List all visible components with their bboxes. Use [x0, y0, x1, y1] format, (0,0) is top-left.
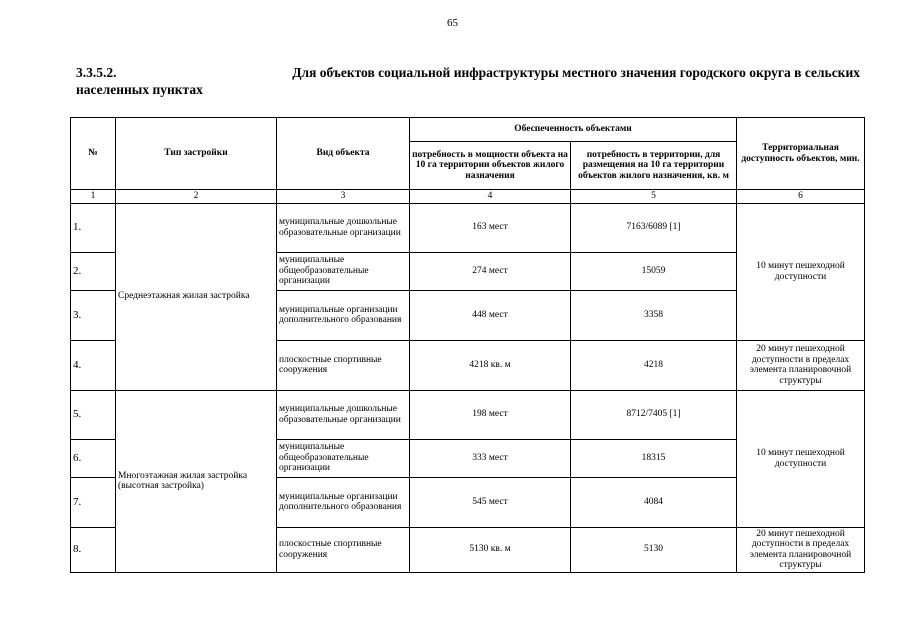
table-row [71, 203, 865, 252]
column-index: 4 [410, 190, 571, 204]
capacity-cell: 198 мест [410, 390, 571, 439]
header-provision: Обеспеченность объектами [410, 118, 737, 142]
territory-cell: 4084 [571, 477, 737, 527]
row-number: 2. [71, 252, 116, 290]
territory-cell: 3358 [571, 290, 737, 340]
section-number: 3.3.5.2. [76, 65, 117, 80]
capacity-cell: 333 мест [410, 439, 571, 477]
row-number: 8. [71, 527, 116, 572]
territory-cell: 7163/6089 [1] [571, 203, 737, 252]
object-type-cell: плоскостные спортивные сооружения [277, 527, 410, 572]
page-number: 65 [447, 17, 458, 29]
territory-cell: 18315 [571, 439, 737, 477]
header-accessibility: Территориальная доступность объектов, мин. [737, 118, 865, 190]
section-title-line2: населенных пунктах [76, 82, 203, 97]
object-type-cell: муниципальные организации дополнительного образования [277, 477, 410, 527]
capacity-cell: 4218 кв. м [410, 340, 571, 390]
row-number: 5. [71, 390, 116, 439]
row-number: 7. [71, 477, 116, 527]
territory-cell: 8712/7405 [1] [571, 390, 737, 439]
row-number: 4. [71, 340, 116, 390]
column-index: 3 [277, 190, 410, 204]
object-type-cell: муниципальные организации дополнительного образования [277, 290, 410, 340]
section-heading [76, 64, 860, 98]
capacity-cell: 274 мест [410, 252, 571, 290]
row-number: 1. [71, 203, 116, 252]
accessibility-cell: 10 минут пешеходной доступности [737, 390, 865, 527]
column-index: 2 [116, 190, 277, 204]
object-type-cell: муниципальные общеобразовательные организации [277, 439, 410, 477]
capacity-cell: 545 мест [410, 477, 571, 527]
section-title-line1: Для объектов социальной инфраструктуры местного значения городского округа в сельских [292, 65, 860, 80]
header-territory-need: потребность в территории, для размещения на 10 га территории объектов жилого назначения, кв. м [571, 142, 737, 190]
development-type-cell: Среднеэтажная жилая застройка [116, 203, 277, 390]
table-row [71, 390, 865, 439]
header-development-type: Тип застройки [116, 118, 277, 190]
object-type-cell: плоскостные спортивные сооружения [277, 340, 410, 390]
capacity-cell: 448 мест [410, 290, 571, 340]
territory-cell: 15059 [571, 252, 737, 290]
object-type-cell: муниципальные дошкольные образовательные организации [277, 390, 410, 439]
object-type-cell: муниципальные общеобразовательные организации [277, 252, 410, 290]
territory-cell: 4218 [571, 340, 737, 390]
accessibility-cell: 10 минут пешеходной доступности [737, 203, 865, 340]
column-index: 6 [737, 190, 865, 204]
header-object-type: Вид объекта [277, 118, 410, 190]
accessibility-cell: 20 минут пешеходной доступности в пределах элемента планировочной структуры [737, 527, 865, 572]
development-type-cell: Многоэтажная жилая застройка (высотная застройка) [116, 390, 277, 572]
column-index: 1 [71, 190, 116, 204]
row-number: 6. [71, 439, 116, 477]
column-index: 5 [571, 190, 737, 204]
object-type-cell: муниципальные дошкольные образовательные организации [277, 203, 410, 252]
capacity-cell: 163 мест [410, 203, 571, 252]
capacity-cell: 5130 кв. м [410, 527, 571, 572]
territory-cell: 5130 [571, 527, 737, 572]
provision-table [70, 117, 865, 573]
header-number: № [71, 118, 116, 190]
row-number: 3. [71, 290, 116, 340]
header-capacity-need: потребность в мощности объекта на 10 га территории объектов жилого назначения [410, 142, 571, 190]
accessibility-cell: 20 минут пешеходной доступности в пределах элемента планировочной структуры [737, 340, 865, 390]
